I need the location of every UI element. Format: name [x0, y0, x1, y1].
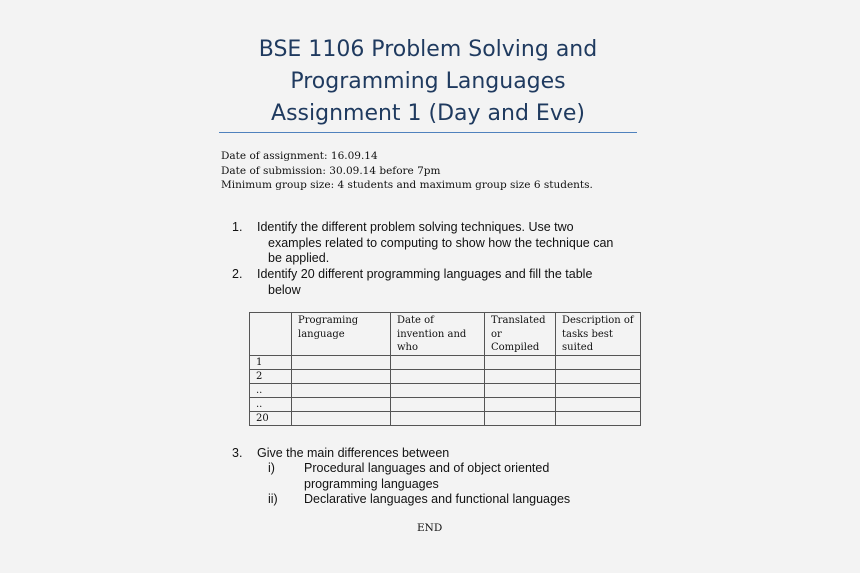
header-line: invention and: [397, 328, 467, 340]
table-header-description: [556, 313, 641, 356]
table-header-index: [250, 313, 292, 356]
title-underline: [219, 132, 637, 133]
question-text: [257, 267, 592, 298]
title-line-3: Assignment 1 (Day and Eve): [271, 101, 585, 126]
header-line: Translated: [491, 315, 546, 326]
question-line: examples related to computing to show how the technique can: [268, 235, 614, 250]
header-line: who: [397, 342, 419, 353]
row-index: 2: [250, 370, 292, 384]
assignment-details: [221, 149, 593, 193]
table-cell: [391, 370, 485, 384]
table-cell: [485, 384, 556, 398]
table-cell: [485, 412, 556, 426]
row-index: 1: [250, 356, 292, 370]
question-number: 1.: [232, 220, 243, 234]
table-cell: [485, 370, 556, 384]
table-header-date: [391, 313, 485, 356]
header-line: Programing: [298, 315, 359, 326]
table-cell: [556, 412, 641, 426]
header-line: language: [298, 328, 345, 340]
table-cell: [485, 398, 556, 412]
document-title: [218, 34, 638, 130]
table-row: [250, 412, 641, 426]
table-cell: [391, 356, 485, 370]
header-line: or: [491, 328, 502, 340]
sub-question-line: Declarative languages and functional languages: [304, 492, 571, 506]
table-cell: [292, 370, 391, 384]
question-line: Give the main differences between: [257, 446, 450, 460]
table-cell: [391, 398, 485, 412]
question-number: 2.: [232, 267, 243, 281]
header-line: Compiled: [491, 342, 540, 353]
table-cell: [292, 384, 391, 398]
question-line: be applied.: [268, 251, 330, 265]
sub-question-numeral: ii): [268, 492, 278, 506]
question-line: Identify the different problem solving techniques. Use two: [257, 220, 574, 234]
row-index: ..: [250, 384, 292, 398]
header-line: Description of: [562, 315, 634, 326]
table-row: [250, 356, 641, 370]
languages-table: [249, 312, 641, 426]
table-cell: [556, 356, 641, 370]
table-row: [250, 370, 641, 384]
table-row: [250, 384, 641, 398]
table-header-translated: [485, 313, 556, 356]
title-line-2: Programming Languages: [290, 69, 566, 94]
row-index: 20: [250, 412, 292, 426]
question-number: 3.: [232, 446, 243, 460]
table-header-row: [250, 313, 641, 356]
group-size: Minimum group size: 4 students and maximum group size 6 students.: [221, 179, 593, 191]
sub-question-line: programming languages: [304, 476, 439, 491]
sub-question-line: Procedural languages and of object oriented: [304, 461, 550, 475]
table-cell: [292, 356, 391, 370]
table-row: [250, 398, 641, 412]
table-cell: [556, 384, 641, 398]
header-line: Date of: [397, 315, 434, 326]
question-line: Identify 20 different programming languages and fill the table: [257, 267, 593, 281]
table-cell: [292, 398, 391, 412]
submission-date: Date of submission: 30.09.14 before 7pm: [221, 164, 441, 177]
header-line: suited: [562, 342, 594, 353]
table-cell: [391, 384, 485, 398]
table-cell: [485, 356, 556, 370]
question-text: [257, 220, 613, 267]
question-line: below: [268, 282, 301, 297]
table-cell: [391, 412, 485, 426]
title-line-1: BSE 1106 Problem Solving and: [258, 37, 598, 62]
row-index: ..: [250, 398, 292, 412]
sub-question-text: [304, 492, 570, 508]
header-line: tasks best: [562, 328, 613, 340]
question-text: [257, 446, 449, 462]
sub-question-numeral: i): [268, 461, 275, 475]
table-cell: [556, 398, 641, 412]
end-marker: END: [417, 522, 443, 534]
table-cell: [292, 412, 391, 426]
table-cell: [556, 370, 641, 384]
assignment-date: Date of assignment: 16.09.14: [221, 150, 378, 162]
sub-question-text: [304, 461, 549, 492]
table-header-language: [292, 313, 391, 356]
